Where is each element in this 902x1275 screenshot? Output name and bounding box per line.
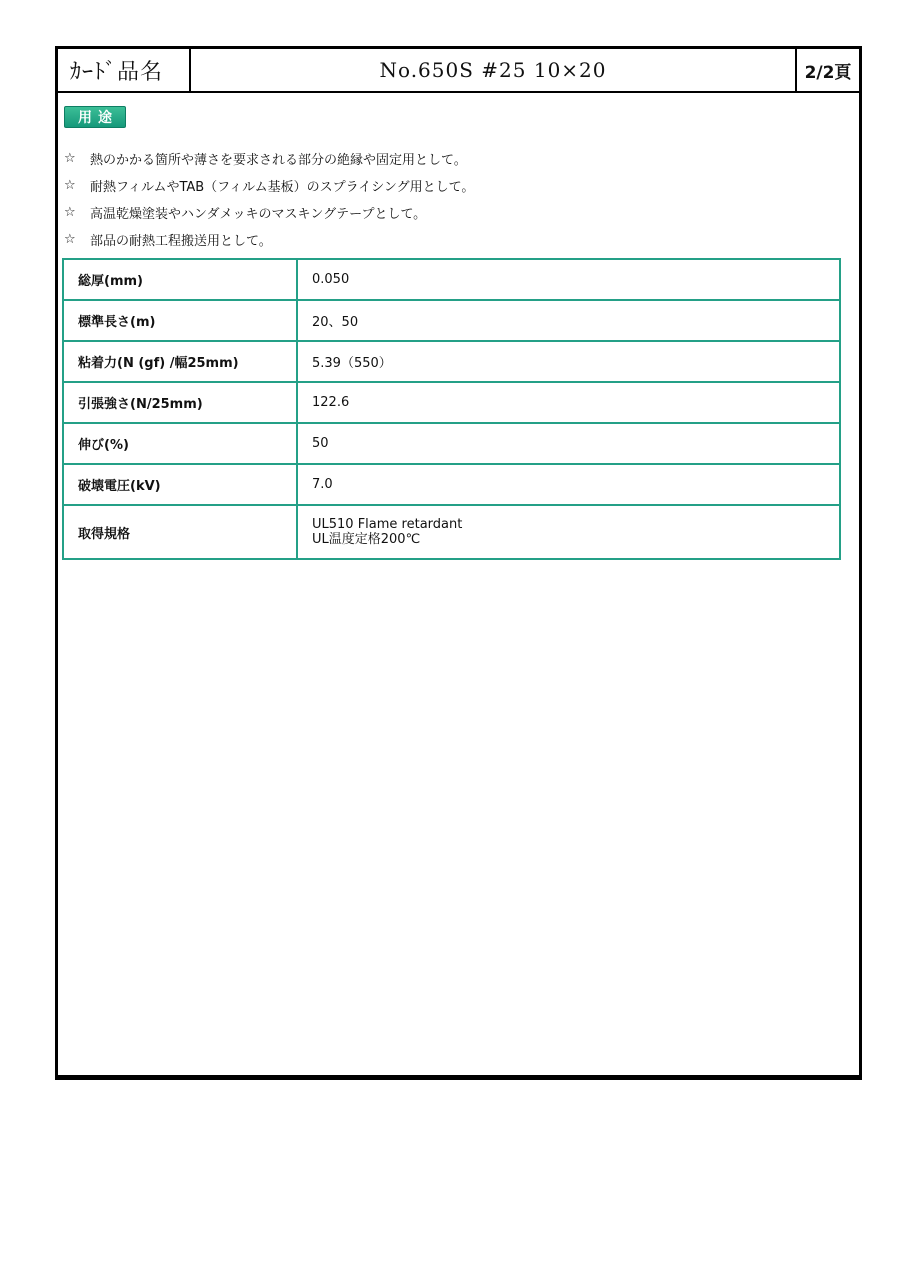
spec-label: 粘着力(N (gf) /幅25mm) — [63, 341, 297, 382]
usage-text: 部品の耐熱工程搬送用として。 — [90, 234, 272, 249]
table-row — [63, 423, 840, 464]
page-indicator: 2/2頁 — [804, 62, 852, 83]
spec-value: 50 — [297, 423, 840, 464]
table-row — [63, 300, 840, 341]
table-row — [63, 259, 840, 300]
table-row — [63, 341, 840, 382]
spec-value: UL510 Flame retardant — [312, 517, 463, 532]
star-icon: ☆ — [64, 205, 76, 220]
star-icon: ☆ — [64, 178, 76, 193]
table-row — [63, 382, 840, 423]
spec-value: 5.39（550） — [297, 341, 840, 382]
spec-value: 7.0 — [297, 464, 840, 505]
usage-item — [64, 145, 474, 172]
usage-text: 熱のかかる箇所や薄さを要求される部分の絶縁や固定用として。 — [90, 153, 467, 168]
spec-value: 122.6 — [297, 382, 840, 423]
usage-text: 耐熱フィルムやTAB（フィルム基板）のスプライシング用として。 — [90, 180, 475, 195]
spec-label: 伸び(%) — [63, 423, 297, 464]
star-icon: ☆ — [64, 151, 76, 166]
usage-item — [64, 226, 474, 253]
spec-label: 取得規格 — [63, 505, 297, 559]
spec-value-cell — [297, 505, 840, 559]
usage-item — [64, 172, 474, 199]
star-icon: ☆ — [64, 232, 76, 247]
spec-value: 20、50 — [297, 300, 840, 341]
product-title: No.650S #25 10×20 — [191, 49, 797, 91]
spec-value: UL温度定格200℃ — [312, 532, 421, 547]
spec-label: 標準長さ(m) — [63, 300, 297, 341]
usage-list — [64, 145, 474, 253]
spec-label: 総厚(mm) — [63, 259, 297, 300]
product-card — [55, 46, 862, 1080]
spec-label: 破壊電圧(kV) — [63, 464, 297, 505]
spec-table — [62, 258, 841, 560]
card-header — [58, 49, 859, 93]
card-label: ｶｰﾄﾞ品名 — [58, 49, 191, 91]
usage-badge: 用途 — [64, 106, 126, 128]
usage-text: 高温乾燥塗装やハンダメッキのマスキングテープとして。 — [90, 207, 427, 222]
usage-item — [64, 199, 474, 226]
table-row — [63, 464, 840, 505]
spec-label: 引張強さ(N/25mm) — [63, 382, 297, 423]
table-row — [63, 505, 840, 559]
spec-value: 0.050 — [297, 259, 840, 300]
